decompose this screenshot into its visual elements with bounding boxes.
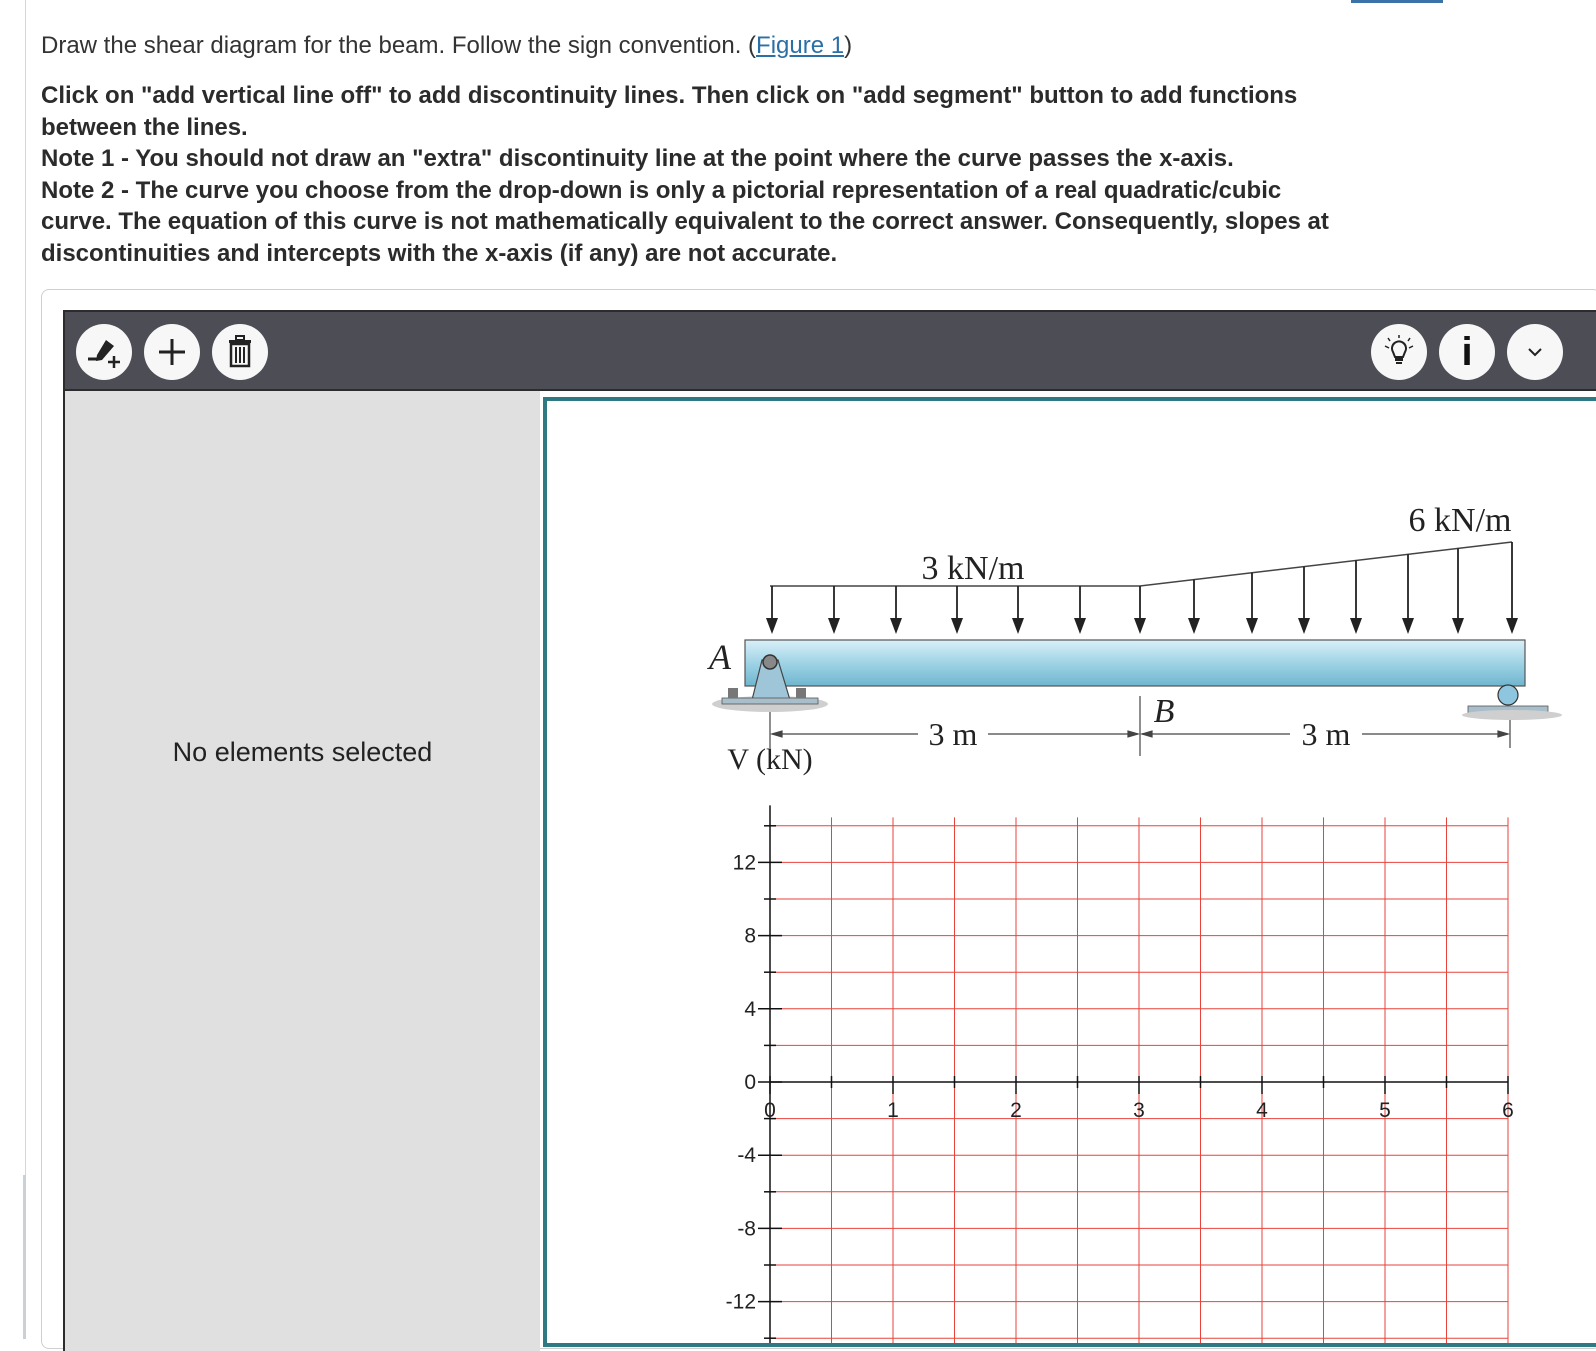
no-selection-message: No elements selected <box>172 737 433 767</box>
load-arrow-head <box>1298 618 1310 634</box>
support-a-label: A <box>709 637 731 677</box>
top-tab-indicator <box>1351 0 1443 3</box>
roller-support <box>1462 685 1562 720</box>
x-tick-label: 2 <box>1010 1099 1022 1122</box>
load-arrow-head <box>890 618 902 634</box>
y-tick-label: 12 <box>732 851 756 875</box>
x-tick-label: 1 <box>887 1099 899 1122</box>
delete-button[interactable] <box>212 324 268 380</box>
canvas-svg <box>543 397 1596 1347</box>
add-vertical-line-icon <box>84 332 124 372</box>
figure-link[interactable]: Figure 1 <box>756 32 845 59</box>
load-arrow-head <box>1246 618 1258 634</box>
max-load-label: 6 kN/m <box>1408 502 1512 539</box>
span-2-label: 3 m <box>1301 716 1351 752</box>
load-arrow-head <box>1402 618 1414 634</box>
page-left-scroll-indicator <box>23 1175 26 1339</box>
question-intro-prefix: Draw the shear diagram for the beam. Follow the sign convention. ( <box>41 32 757 59</box>
info-icon: i <box>1461 329 1473 374</box>
more-icon <box>1525 342 1545 362</box>
add-segment-icon <box>154 334 190 370</box>
properties-panel <box>63 391 540 1351</box>
shear-axes <box>758 805 1508 1347</box>
question-intro <box>41 30 1341 62</box>
delete-icon <box>223 334 257 370</box>
load-arrow-head <box>828 618 840 634</box>
dimension-lines <box>770 696 1510 756</box>
hint-bulb-icon <box>1379 332 1419 372</box>
load-arrow-head <box>951 618 963 634</box>
note-1-text: Note 1 - You should not draw an "extra" discontinuity line at the point where the curve passes the x-axis. <box>41 145 1234 172</box>
x-tick-label: 4 <box>1256 1099 1268 1122</box>
load-arrow-head <box>1350 618 1362 634</box>
more-button[interactable] <box>1507 324 1563 380</box>
y-tick-label: -12 <box>725 1290 756 1314</box>
load-arrow-head <box>1452 618 1464 634</box>
span-1-label: 3 m <box>928 716 978 752</box>
drawing-toolbar <box>63 310 1596 391</box>
note-2-text: Note 2 - The curve you choose from the drop-down is only a pictorial representation of a real quadratic/cubic curve. The equation of this curve is not mathematically equivalent to the correct answer. Consequently, slopes at discontinuities and intercepts with the x-axis (if any) are not accurate. <box>41 176 1329 267</box>
y-axis-label: V (kN) <box>727 743 813 776</box>
y-tick-label: -4 <box>737 1144 756 1168</box>
x-tick-label: 5 <box>1379 1099 1391 1122</box>
drawing-canvas[interactable] <box>543 397 1596 1347</box>
x-tick-label: 3 <box>1133 1099 1145 1122</box>
distributed-load-arrows <box>766 542 1518 634</box>
point-b-label: B <box>1153 693 1175 730</box>
load-arrow-head <box>1188 618 1200 634</box>
question-instructions <box>41 80 1341 269</box>
hint-button[interactable] <box>1371 324 1427 380</box>
load-arrow-head <box>1012 618 1024 634</box>
load-arrow-head <box>1134 618 1146 634</box>
load-arrow-head <box>766 618 778 634</box>
info-button[interactable] <box>1439 324 1495 380</box>
x-tick-label: 0 <box>764 1099 776 1122</box>
y-tick-label: 4 <box>744 997 756 1021</box>
question-intro-suffix: ) <box>844 32 853 59</box>
load-arrow-head <box>1074 618 1086 634</box>
y-tick-label: 8 <box>744 924 756 948</box>
add-segment-button[interactable] <box>144 324 200 380</box>
y-tick-label: -8 <box>737 1217 756 1241</box>
page-left-rule <box>25 0 26 1339</box>
uniform-load-label: 3 kN/m <box>921 550 1025 587</box>
instruction-text: Click on "add vertical line off" to add discontinuity lines. Then click on "add segment" button to add functions between the lines. <box>41 82 1298 141</box>
y-tick-label: 0 <box>744 1071 756 1094</box>
beam <box>745 640 1525 686</box>
x-tick-label: 6 <box>1502 1099 1514 1122</box>
load-arrow-head <box>1506 618 1518 634</box>
add-vertical-line-button[interactable] <box>76 324 132 380</box>
load-outline <box>770 542 1512 586</box>
